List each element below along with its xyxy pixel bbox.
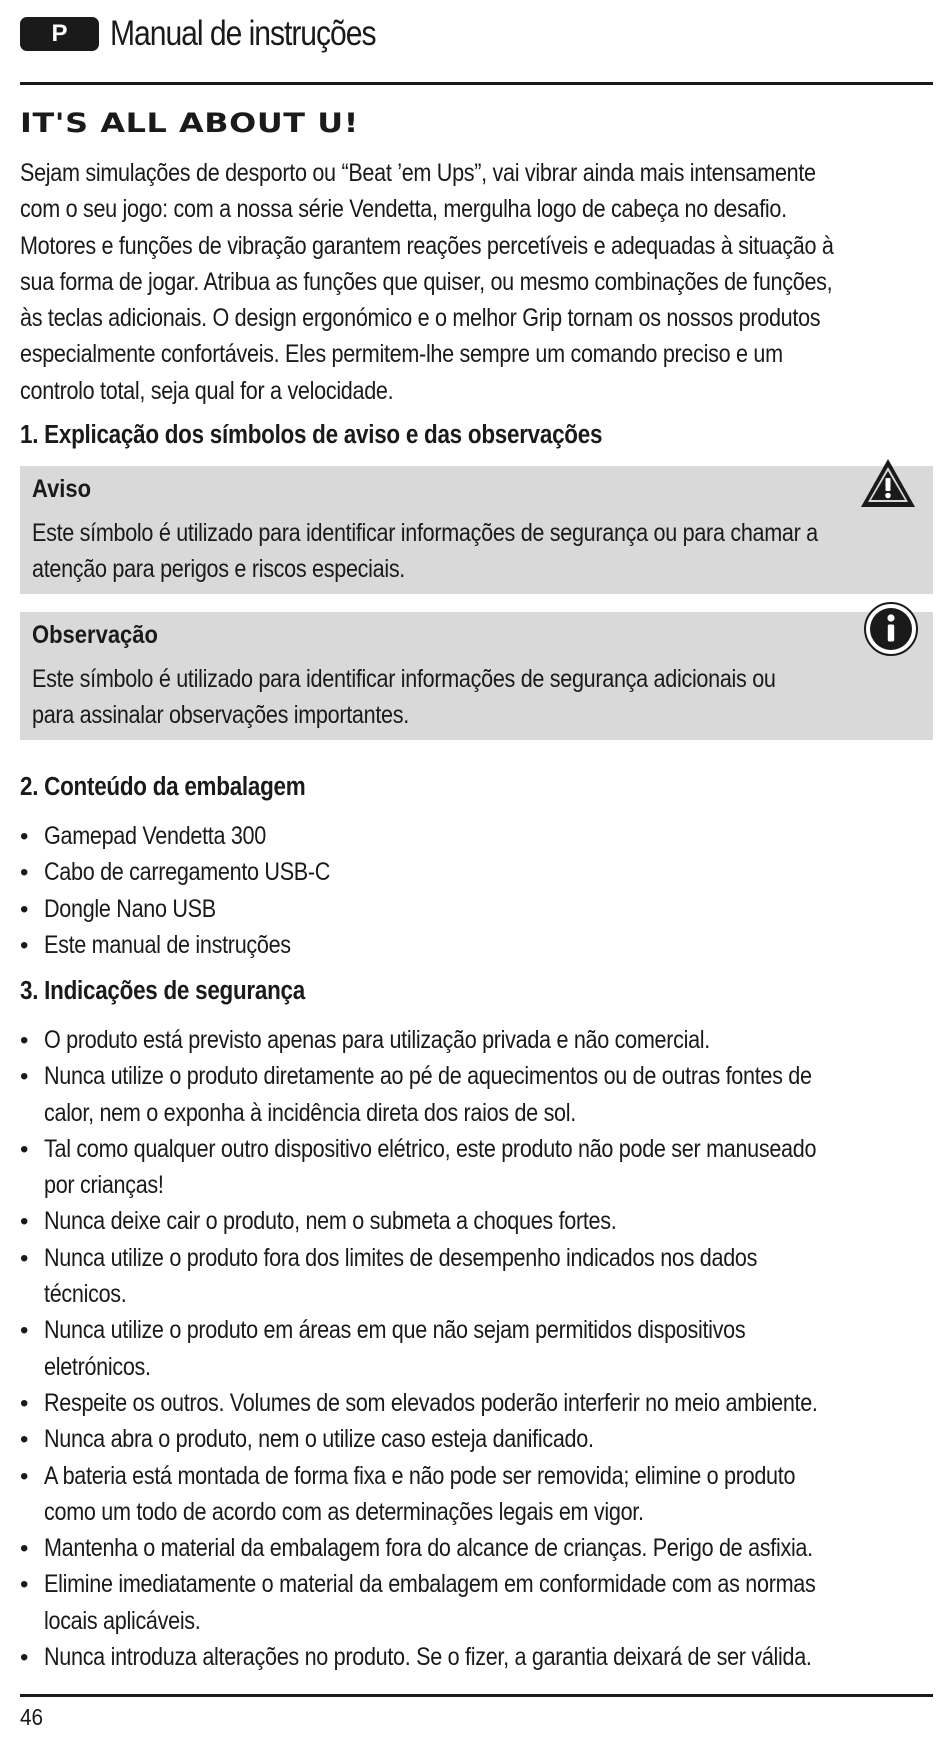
note-text — [32, 662, 879, 735]
list-item-text: Respeite os outros. Volumes de som elevados poderão interferir no meio ambiente. — [44, 1389, 818, 1417]
bullet: • — [20, 1063, 29, 1091]
bullet: • — [20, 1317, 29, 1345]
manual-title: Manual de instruções — [110, 14, 376, 53]
list-item-text: Nunca utilize o produto em áreas em que não sejam permitidos dispositivos — [44, 1317, 746, 1345]
list-item-text: Nunca utilize o produto diretamente ao pé de aquecimentos ou de outras fontes de — [44, 1063, 812, 1091]
warning-text — [32, 516, 927, 589]
list-item-text: locais aplicáveis. — [44, 1607, 201, 1635]
list-item-text: Mantenha o material da embalagem fora do alcance de crianças. Perigo de asfixia. — [44, 1535, 813, 1563]
intro-line: especialmente confortáveis. Eles permitem-lhe sempre um comando preciso e um — [20, 341, 783, 369]
bullet: • — [20, 1208, 29, 1236]
bullet: • — [20, 895, 29, 923]
note-title: Observação — [32, 621, 158, 649]
list-item — [20, 1459, 933, 1532]
list-item — [20, 1422, 933, 1458]
intro-line: Motores e funções de vibração garantem reações percetíveis e adequadas à situação à — [20, 232, 834, 260]
bullet: • — [20, 1389, 29, 1417]
list-item-text: Nunca introduza alterações no produto. Se o fizer, a garantia deixará de ser válida. — [44, 1644, 812, 1672]
warning-line: Este símbolo é utilizado para identificar informações de segurança ou para chamar a — [32, 520, 818, 547]
section-heading-symbols: 1. Explicação dos símbolos de aviso e das observações — [20, 421, 603, 449]
list-item — [20, 855, 933, 891]
warning-triangle-icon — [858, 456, 918, 510]
list-item — [20, 1241, 933, 1314]
bullet: • — [20, 1644, 29, 1672]
bullet: • — [20, 1244, 29, 1272]
package-contents-list — [20, 819, 933, 964]
list-item-text: Cabo de carregamento USB-C — [44, 859, 331, 887]
bullet: • — [20, 859, 29, 887]
list-item-text: Nunca deixe cair o produto, nem o submeta a choques fortes. — [44, 1208, 617, 1236]
list-item-text: O produto está previsto apenas para utilização privada e não comercial. — [44, 1027, 710, 1054]
footer-divider — [20, 1694, 933, 1697]
list-item — [20, 1567, 933, 1640]
list-item — [20, 1313, 933, 1386]
list-item-text: Dongle Nano USB — [44, 895, 216, 923]
list-item-text: técnicos. — [44, 1281, 127, 1309]
note-box — [20, 612, 933, 740]
warning-title: Aviso — [32, 475, 92, 503]
bullet: • — [20, 931, 29, 959]
intro-line: controlo total, seja qual for a velocidade. — [20, 377, 394, 405]
section-heading-package-contents: 2. Conteúdo da embalagem — [20, 773, 306, 801]
list-item-text: Gamepad Vendetta 300 — [44, 823, 266, 850]
list-item — [20, 1531, 933, 1567]
intro-line: sua forma de jogar. Atribua as funções que quiser, ou mesmo combinações de funções, — [20, 268, 833, 296]
list-item — [20, 1386, 933, 1422]
list-item — [20, 1023, 933, 1059]
bullet: • — [20, 1535, 29, 1563]
list-item — [20, 1204, 933, 1240]
list-item-text: Este manual de instruções — [44, 931, 291, 959]
note-line: Este símbolo é utilizado para identificar informações de segurança adicionais ou — [32, 666, 776, 693]
language-badge: P — [20, 17, 99, 51]
list-item — [20, 819, 933, 855]
list-item-text: Tal como qualquer outro dispositivo elétrico, este produto não pode ser manuseado — [44, 1135, 817, 1163]
list-item-text: Nunca utilize o produto fora dos limites de desempenho indicados nos dados — [44, 1244, 758, 1272]
page-number: 46 — [20, 1704, 44, 1730]
list-item — [20, 1059, 933, 1132]
brand-heading: IT'S ALL ABOUT U! — [20, 108, 359, 139]
intro-line: Sejam simulações de desporto ou “Beat ’em Ups”, vai vibrar ainda mais intensamente — [20, 160, 816, 187]
list-item-text: eletrónicos. — [44, 1353, 151, 1381]
header-divider — [20, 82, 933, 85]
intro-paragraph — [20, 156, 950, 410]
bullet: • — [20, 1027, 29, 1054]
list-item — [20, 892, 933, 928]
list-item-text: Nunca abra o produto, nem o utilize caso esteja danificado. — [44, 1426, 594, 1454]
list-item-text: A bateria está montada de forma fixa e não pode ser removida; elimine o produto — [44, 1462, 796, 1490]
list-item-text: como um todo de acordo com as determinações legais em vigor. — [44, 1498, 644, 1526]
intro-line: às teclas adicionais. O design ergonómico e o melhor Grip tornam os nossos produtos — [20, 305, 821, 333]
note-line: para assinalar observações importantes. — [32, 702, 409, 730]
list-item-text: por crianças! — [44, 1172, 164, 1200]
info-circle-icon — [863, 601, 919, 657]
bullet: • — [20, 823, 29, 850]
bullet: • — [20, 1462, 29, 1490]
intro-line: com o seu jogo: com a nossa série Vendetta, mergulha logo de cabeça no desafio. — [20, 196, 787, 224]
list-item — [20, 1132, 933, 1205]
safety-instructions-list — [20, 1023, 933, 1676]
warning-box — [20, 466, 933, 594]
bullet: • — [20, 1571, 29, 1599]
list-item — [20, 928, 933, 964]
bullet: • — [20, 1135, 29, 1163]
bullet: • — [20, 1426, 29, 1454]
list-item — [20, 1640, 933, 1676]
list-item-text: Elimine imediatamente o material da embalagem em conformidade com as normas — [44, 1571, 816, 1599]
page-header — [20, 14, 419, 54]
section-heading-safety: 3. Indicações de segurança — [20, 977, 305, 1005]
list-item-text: calor, nem o exponha à incidência direta dos raios de sol. — [44, 1099, 576, 1127]
warning-line: atenção para perigos e riscos especiais. — [32, 556, 406, 584]
